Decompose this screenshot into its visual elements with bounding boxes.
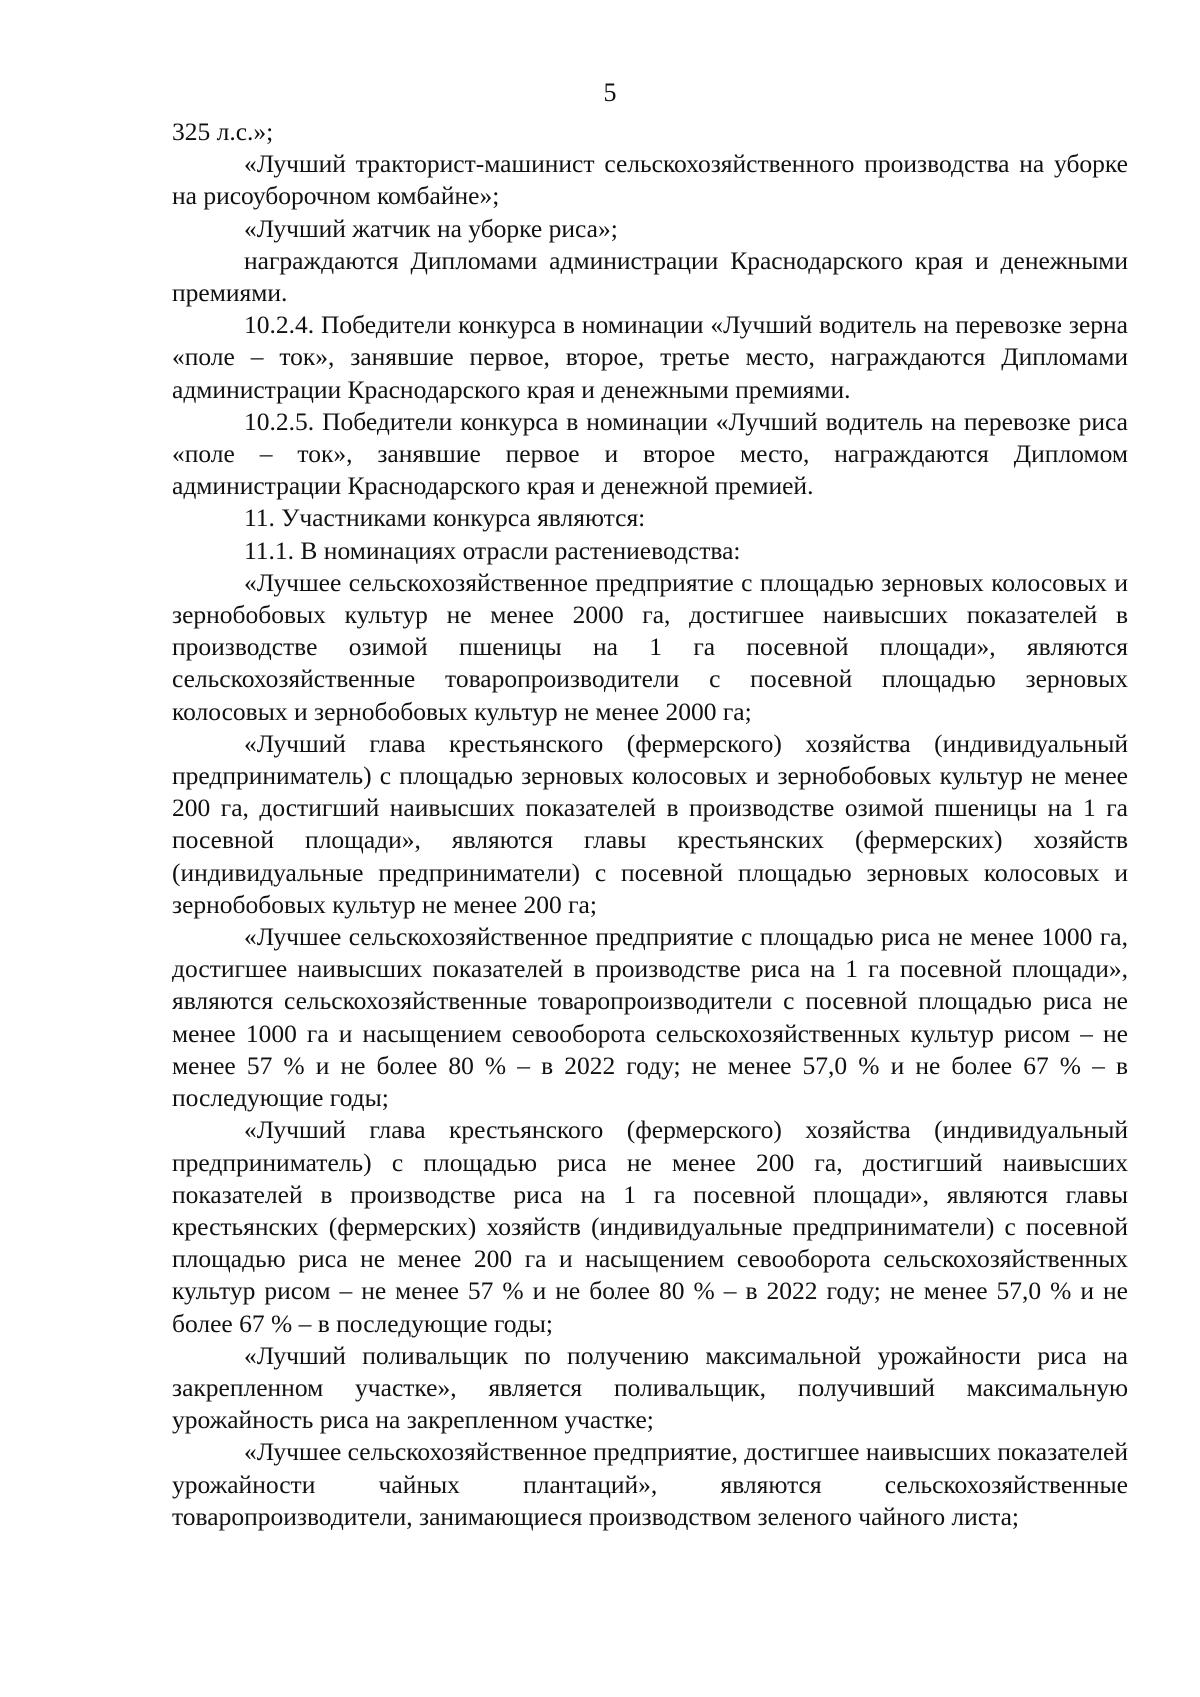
paragraph: 325 л.с.»; [172,117,274,146]
paragraph: «Лучший глава крестьянского (фермерского) хозяйства (индивидуальный предприниматель) с площадью зерновых колосовых и зернобобовых культур не менее 200 га, достигший наивысших показателей в производстве озимой пшеницы на 1 га посевной площади», являются главы крестьянских (фермерских) хозяйств (индивидуальные предприниматели) с посевной площадью зерновых колосовых и зернобобовых культур не менее 200 га; [172,728,1128,919]
paragraph: «Лучший глава крестьянского (фермерского) хозяйства (индивидуальный предприниматель) с площадью риса не менее 200 га, достигший наивысших показателей в производстве риса на 1 га посевной площади», являются главы крестьянских (фермерских) хозяйств (индивидуальные предприниматели) с посевной площадью риса не менее 200 га и насыщением севооборота сельскохозяйственных культур рисом – не менее 57 % и не более 80 % – в 2022 году; не менее 57,0 % и не более 67 % – в последующие годы; [172,1115,1128,1338]
paragraph: 11.1. В номинациях отрасли растениеводства: [244,535,741,565]
paragraph: «Лучшее сельскохозяйственное предприятие, достигшее наивысших показателей урожайности чайных плантаций», являются сельскохозяйственные товаропроизводители, занимающиеся производством зеленого чайного листа; [172,1437,1128,1531]
document-body [172,116,1128,1533]
paragraph: «Лучшее сельскохозяйственное предприятие с площадью зерновых колосовых и зернобобовых культур не менее 2000 га, достигшее наивысших показателей в производстве озимой пшеницы на 1 га посевной площади», являются сельскохозяйственные товаропроизводители с посевной площадью зерновых колосовых и зернобобовых культур не менее 2000 га; [172,567,1128,726]
paragraph: «Лучший жатчик на уборке риса»; [244,213,618,243]
paragraph: «Лучший тракторист-машинист сельскохозяйственного производства на уборке на рисоуборочном комбайне»; [172,149,1128,211]
paragraph: 10.2.4. Победители конкурса в номинации «Лучший водитель на перевозке зерна «поле – ток», занявшие первое, второе, третье место, награждаются Дипломами администрации Краснодарского края и денежными премиями. [172,310,1128,404]
paragraph: награждаются Дипломами администрации Краснодарского края и денежными премиями. [172,245,1128,308]
paragraph: 11. Участниками конкурса являются: [244,503,646,533]
paragraph: «Лучшее сельскохозяйственное предприятие с площадью риса не менее 1000 га, достигшее наивысших показателей в производстве риса на 1 га посевной площади», являются сельскохозяйственные товаропроизводители с посевной площадью риса не менее 1000 га и насыщением севооборота сельскохозяйственных культур рисом – не менее 57 % и не более 80 % – в 2022 году; не менее 57,0 % и не более 67 % – в последующие годы; [172,922,1128,1113]
page-number: 5 [603,78,617,107]
paragraph: 10.2.5. Победители конкурса в номинации «Лучший водитель на перевозке риса «поле – ток», занявшие первое и второе место, награждаются Дипломом администрации Краснодарского края и денежной премией. [172,406,1128,501]
paragraph: «Лучший поливальщик по получению максимальной урожайности риса на закрепленном участке», является поливальщик, получивший максимальную урожайность риса на закрепленном участке; [172,1340,1128,1435]
